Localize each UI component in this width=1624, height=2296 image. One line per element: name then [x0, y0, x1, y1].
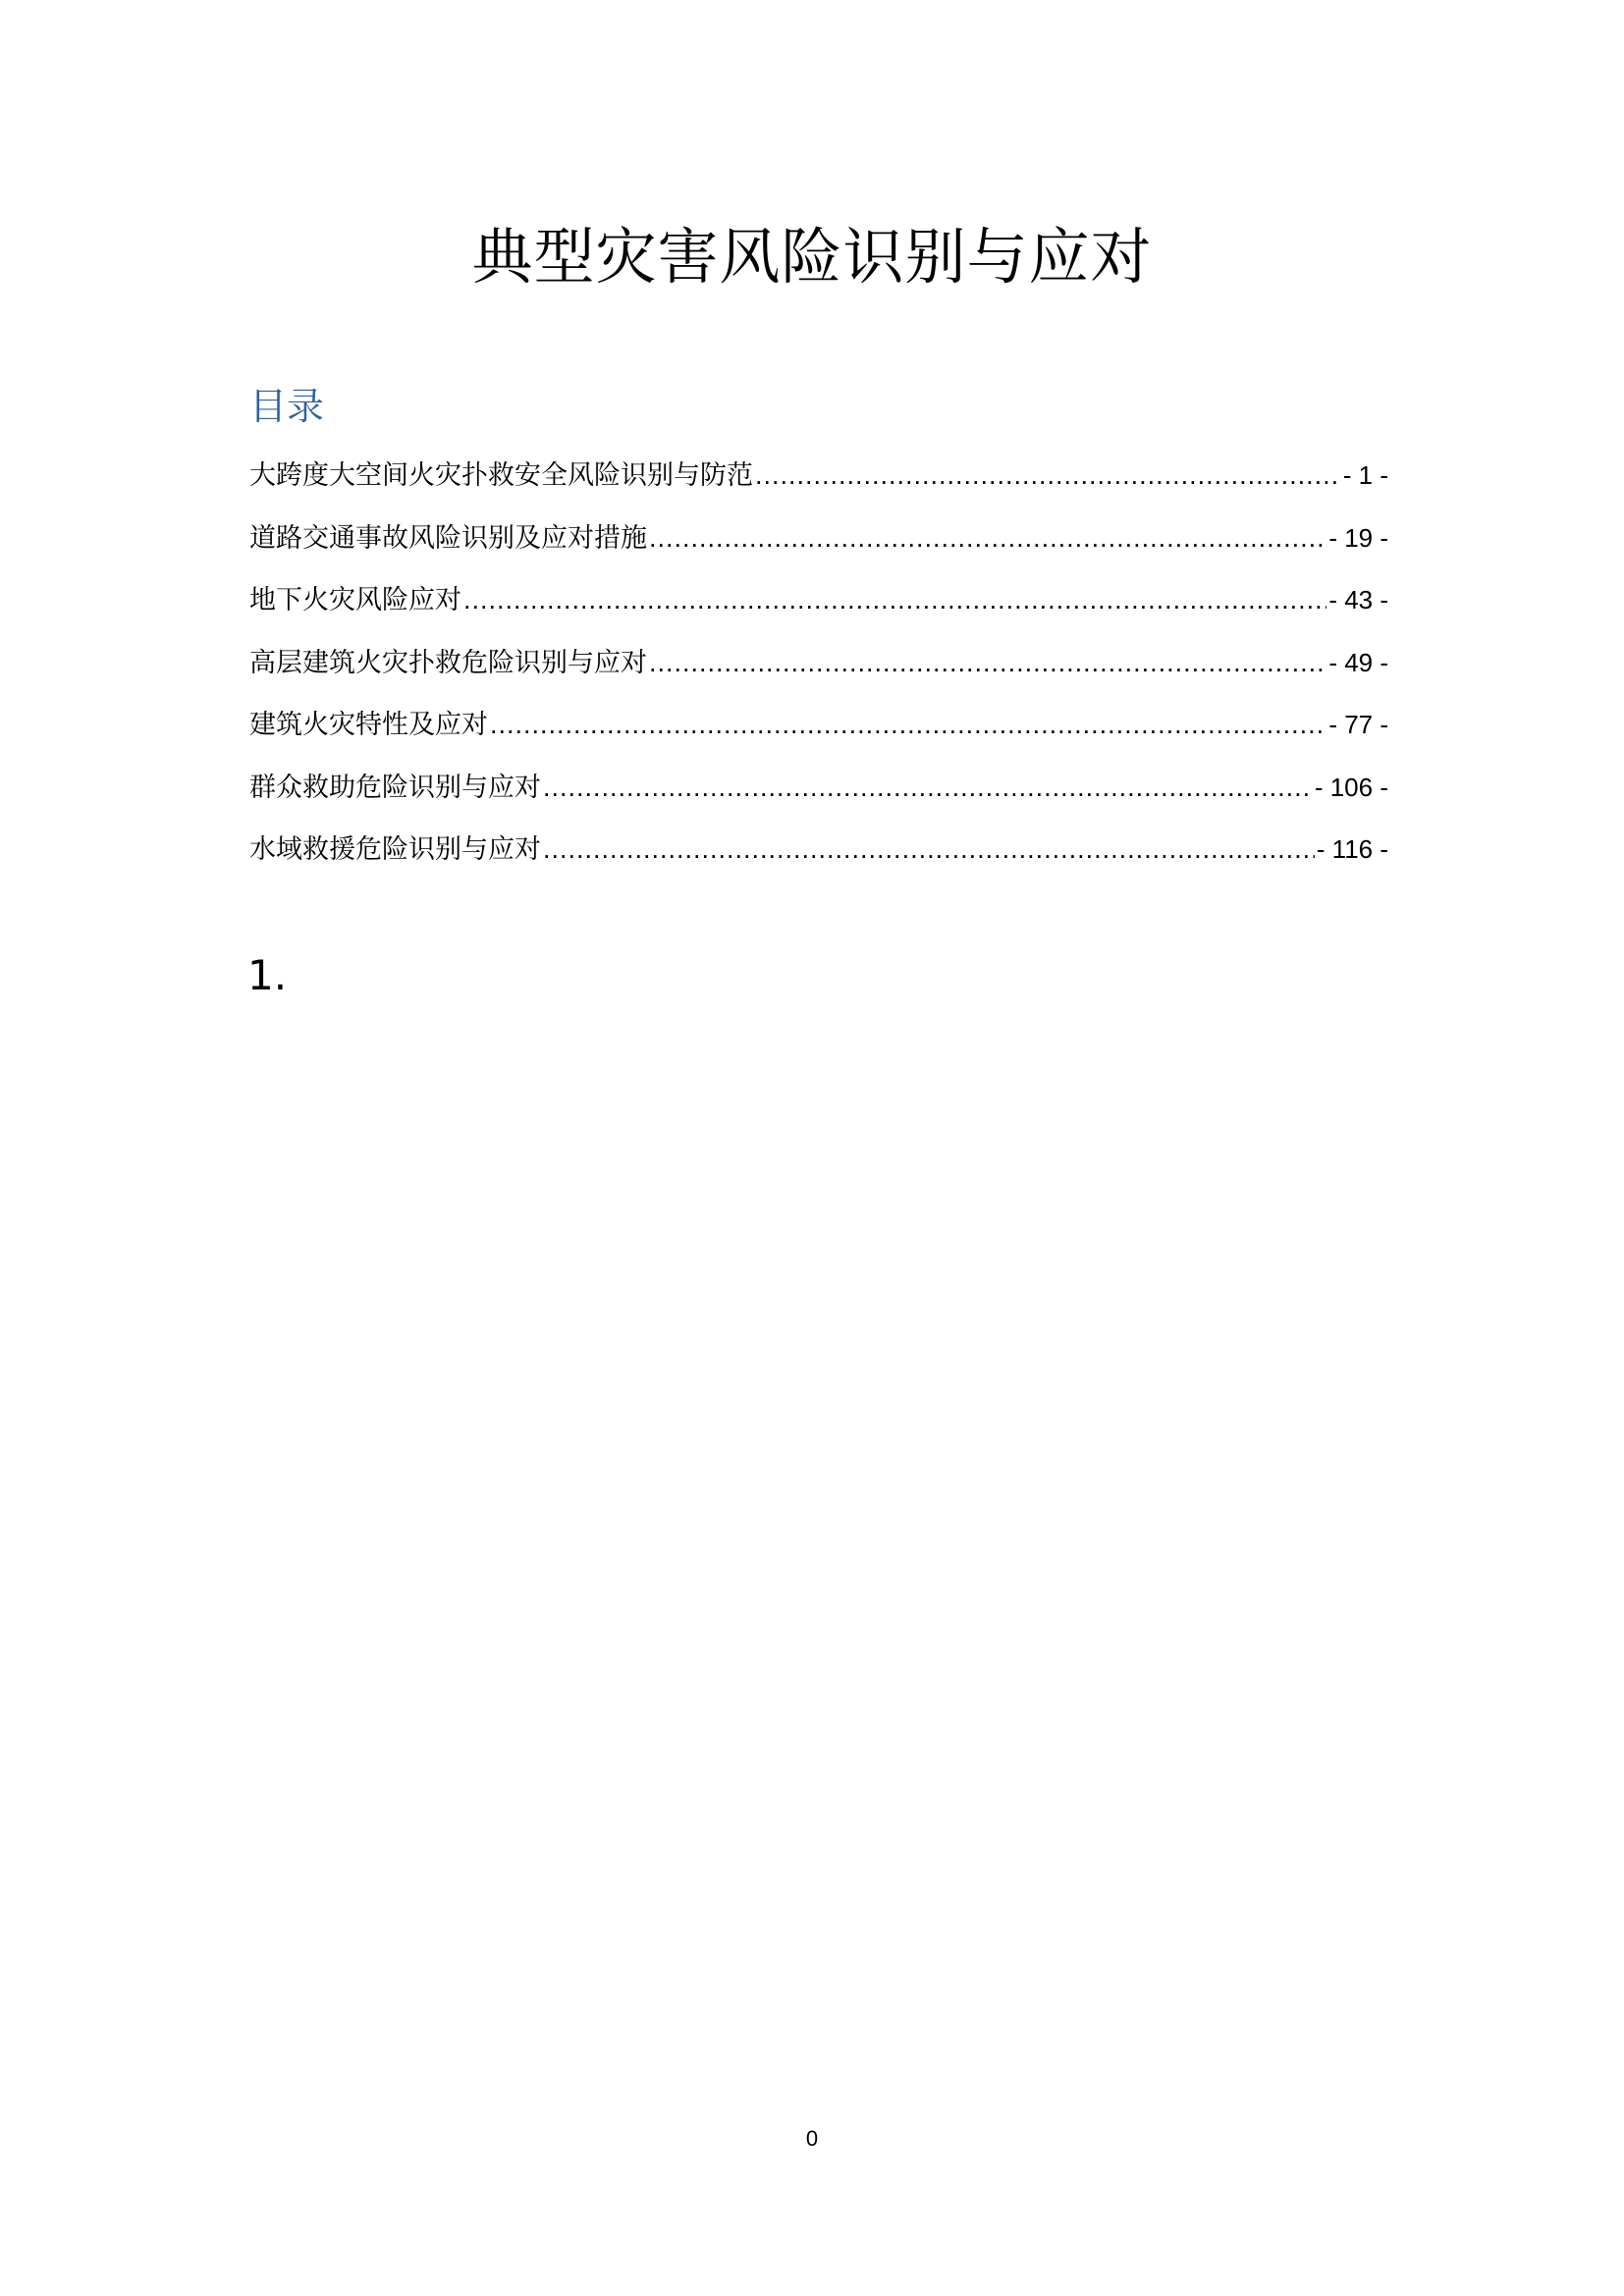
toc-dot-leader	[463, 580, 1326, 619]
toc-entry-page[interactable]: - 106 -	[1314, 772, 1388, 802]
toc-entry-title[interactable]: 道路交通事故风险识别及应对措施	[249, 522, 647, 554]
document-title: 典型灾害风险识别与应对	[471, 221, 1153, 293]
toc-dot-leader	[649, 643, 1326, 682]
toc-entry-page[interactable]: - 77 -	[1328, 710, 1388, 739]
toc-entry[interactable]	[249, 518, 1388, 581]
toc-entry[interactable]	[249, 643, 1388, 706]
toc-entry[interactable]	[249, 705, 1388, 768]
toc-dot-leader	[490, 705, 1326, 744]
toc-entry-title[interactable]: 水域救援危险识别与应对	[249, 834, 541, 865]
section-heading-number: 1.	[247, 951, 288, 999]
toc-heading: 目录	[249, 385, 325, 428]
toc-entry-page[interactable]: - 49 -	[1328, 647, 1388, 677]
page-number: 0	[805, 2126, 819, 2151]
toc-entry[interactable]	[249, 768, 1388, 830]
toc-entry[interactable]	[249, 829, 1388, 892]
toc-entry-page[interactable]: - 19 -	[1328, 522, 1388, 553]
toc-entry-title[interactable]: 高层建筑火灾扑救危险识别与应对	[249, 647, 647, 678]
toc-dot-leader	[543, 768, 1313, 807]
toc-entry-title[interactable]: 大跨度大空间火灾扑救安全风险识别与防范	[249, 460, 753, 491]
toc-entry[interactable]	[249, 580, 1388, 643]
table-of-contents	[249, 455, 1388, 892]
toc-dot-leader	[755, 455, 1341, 495]
toc-dot-leader	[543, 829, 1315, 869]
toc-entry-title[interactable]: 地下火灾风险应对	[249, 585, 461, 615]
toc-entry-page[interactable]: - 116 -	[1316, 834, 1388, 864]
toc-entry-page[interactable]: - 43 -	[1328, 585, 1388, 614]
toc-dot-leader	[649, 518, 1326, 558]
toc-entry-page[interactable]: - 1 -	[1342, 460, 1388, 490]
toc-entry[interactable]	[249, 455, 1388, 518]
toc-entry-title[interactable]: 建筑火灾特性及应对	[249, 710, 488, 740]
toc-entry-title[interactable]: 群众救助危险识别与应对	[249, 772, 541, 803]
